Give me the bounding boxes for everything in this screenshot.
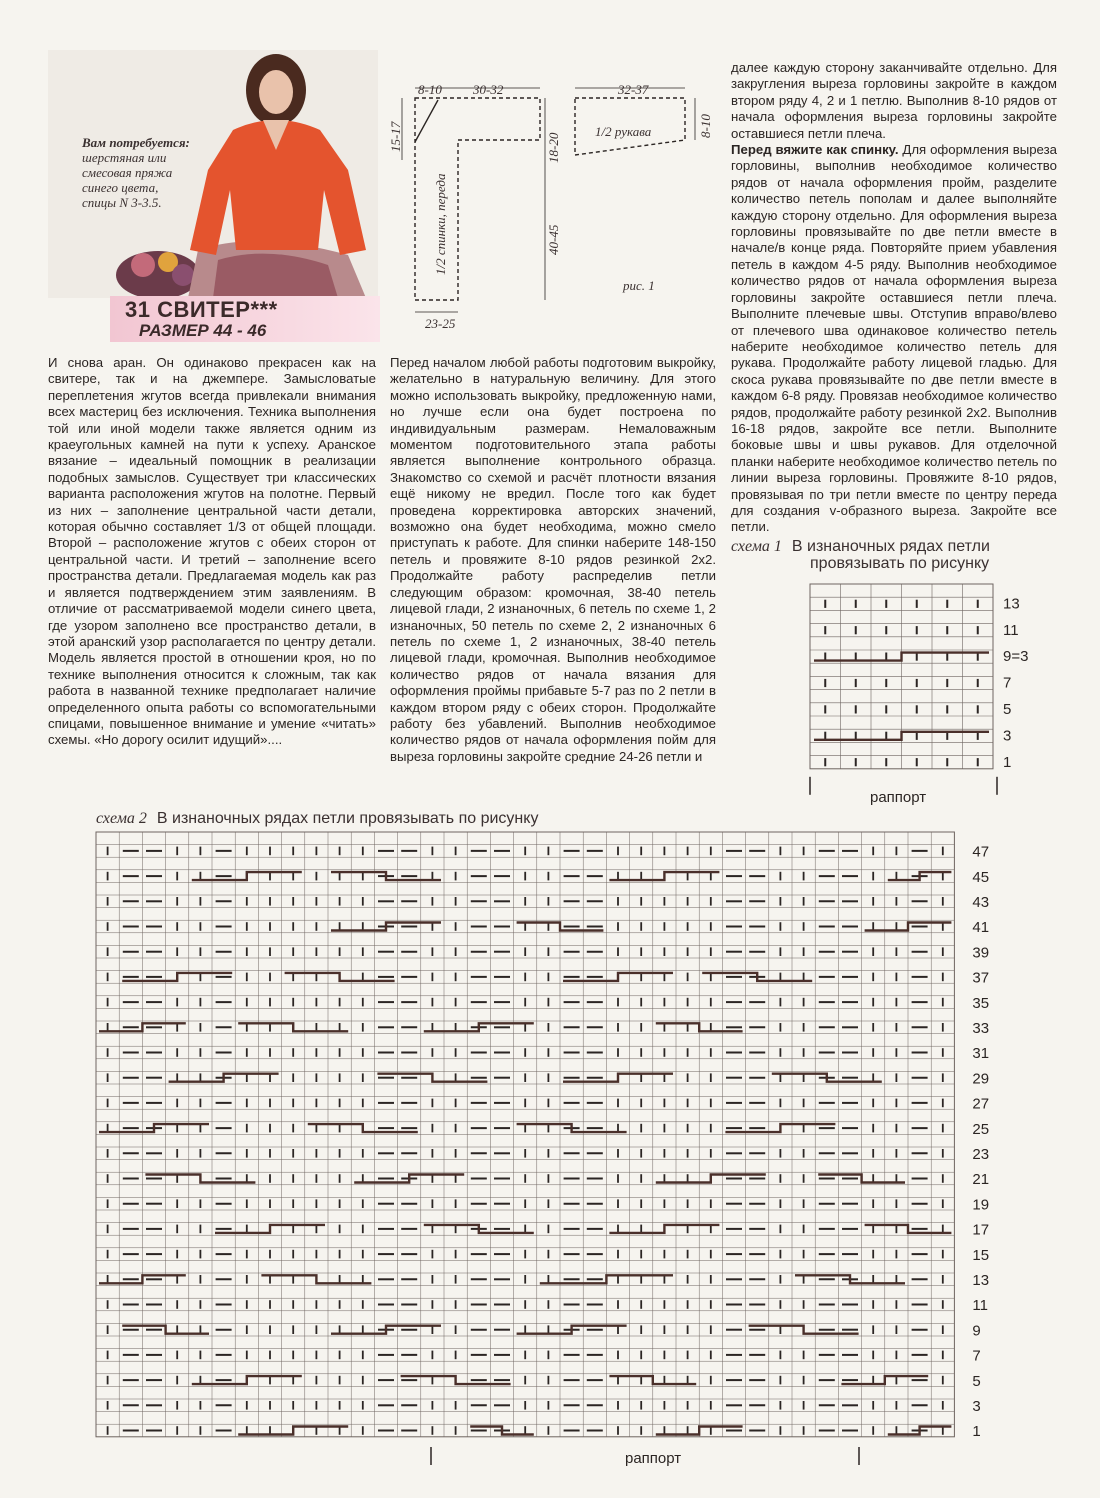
dim-neck-depth: 15-17 bbox=[388, 121, 403, 152]
dim-sleeve-cap: 8-10 bbox=[698, 114, 713, 138]
materials-note bbox=[82, 135, 190, 210]
cable-cross bbox=[702, 973, 812, 981]
scheme2-chart bbox=[90, 828, 1035, 1448]
cable-cross bbox=[192, 1376, 302, 1384]
cable-cross bbox=[331, 923, 441, 931]
body-label: 1/2 спинки, переда bbox=[433, 173, 448, 275]
scheme1-row-number: 1 bbox=[1003, 753, 1012, 771]
scheme2-row-number: 45 bbox=[972, 868, 990, 886]
scheme2-row-number: 11 bbox=[972, 1297, 988, 1315]
front-heading: Перед вяжите как спинку. bbox=[731, 142, 899, 158]
neck-line bbox=[415, 100, 438, 142]
scheme1-row-number: 7 bbox=[1003, 674, 1012, 692]
scheme2-row-number: 5 bbox=[972, 1372, 981, 1390]
cable-cross bbox=[609, 1225, 719, 1233]
cable-cross bbox=[261, 1275, 371, 1283]
cable-cross bbox=[888, 872, 952, 880]
cable-cross bbox=[609, 1376, 696, 1384]
dim-half-width: 23-25 bbox=[425, 316, 456, 331]
scheme1-caption-line: В изнаночных рядах петли bbox=[791, 538, 990, 555]
cable-cross bbox=[772, 1074, 882, 1082]
scheme2-row-number: 31 bbox=[972, 1045, 990, 1063]
scheme2-row-number: 39 bbox=[972, 944, 990, 962]
cable-cross bbox=[238, 1427, 348, 1435]
back-finish-text: далее каждую сторону заканчивайте отдельно. Для закругления выреза горловины закройте в каждом втором ряду 4, 2 и 1 петлю. Выполнив 8-10 рядов от начала оформления выреза горловины закройте оставшиеся петли плеча. bbox=[731, 60, 1057, 141]
cable-cross bbox=[331, 1326, 441, 1334]
cable-cross bbox=[609, 872, 719, 880]
scheme2-row-number: 3 bbox=[972, 1397, 981, 1415]
scheme2-row-number: 37 bbox=[972, 969, 990, 987]
scheme1-chart bbox=[800, 580, 1040, 810]
scheme1-row-number: 11 bbox=[1003, 621, 1019, 639]
scheme1-row-number: 9=3 bbox=[1003, 648, 1029, 666]
scheme2-row-number: 27 bbox=[972, 1095, 990, 1113]
scheme2-row-number: 15 bbox=[972, 1246, 990, 1264]
dim-neck: 8-10 bbox=[418, 82, 442, 97]
sleeve-label: 1/2 рукава bbox=[595, 124, 652, 139]
scheme2-row-number: 21 bbox=[972, 1171, 990, 1189]
scheme1-caption-2: провязывать по рисунку bbox=[810, 555, 990, 572]
scheme2-rapport: раппорт bbox=[625, 1450, 682, 1467]
dim-length: 40-45 bbox=[546, 224, 561, 255]
scheme2-row-number: 33 bbox=[972, 1019, 990, 1037]
scheme2-rapport-marks bbox=[425, 1445, 865, 1469]
scheme2-row-number: 43 bbox=[972, 893, 990, 911]
scheme2-row-number: 1 bbox=[972, 1423, 981, 1441]
cable-cross bbox=[517, 1326, 627, 1334]
cable-cross bbox=[865, 923, 952, 931]
scheme1-row-number: 3 bbox=[1003, 727, 1012, 745]
scheme2-caption bbox=[96, 810, 538, 828]
cable-cross bbox=[238, 1023, 348, 1031]
scheme2-row-number: 25 bbox=[972, 1120, 990, 1138]
scheme1-rapport: раппорт bbox=[870, 789, 927, 806]
cable-cross bbox=[169, 1074, 279, 1082]
materials-line: смесовая пряжа bbox=[82, 165, 173, 180]
scheme2-row-number: 41 bbox=[972, 919, 990, 937]
scheme1-label: схема 1 bbox=[731, 538, 782, 555]
cable-cross bbox=[354, 1175, 464, 1183]
scheme2-caption-line: В изнаночных рядах петли провязывать по рисунку bbox=[156, 810, 539, 827]
scheme2-row-number: 9 bbox=[972, 1322, 981, 1340]
scheme1-caption bbox=[731, 538, 990, 556]
cable-cross bbox=[99, 1124, 209, 1132]
scheme2-row-number: 23 bbox=[972, 1145, 990, 1163]
instructions-continued bbox=[731, 60, 1057, 536]
cable-cross bbox=[865, 1225, 952, 1233]
model-title: 31 СВИТЕР*** bbox=[125, 297, 278, 322]
scheme2-row-number: 29 bbox=[972, 1070, 990, 1088]
cable-cross bbox=[888, 1427, 952, 1435]
intro-text: И снова аран. Он одинаково прекрасен как на свитере, так и на джемпере. Замысловатые переплетения жгутов всегда привлекали внимания всех мастериц без исключения. Техника выполнения той или иной модели также является одним из краеугольных камней на пути к успеху. Аранское вязание – идеальный помощник в реализации подобных замыслов. Существует три классических варианта расположения жгутов на полотне. Первый из них – заполнение центральной части детали, которая обычно составляет 1/3 от общей площади. Второй – расположение жгутов с обеих сторон от центральной части. И третий – заполнение всего пространства детали. Предлагаемая модель как раз и является подтверждением этим заявлениям. В отличие от рассматриваемой модели синего цвета, где узором заполнено все пространство детали, в этой аранский узор располагается по центру детали. Модель является простой в отношении кроя, но по технике выполнения относится к сложным, так как работа в названной технике предполагает наличие определенного опыта работы со вспомогательными спицами, повышенное внимание и умение «читать» схемы. «Но дорогу осилит идущий».... bbox=[48, 355, 376, 748]
scheme2-row-number: 7 bbox=[972, 1347, 981, 1365]
scheme2-row-number: 13 bbox=[972, 1271, 990, 1289]
scheme2-label: схема 2 bbox=[96, 810, 147, 827]
materials-heading: Вам потребуется: bbox=[82, 135, 190, 150]
model-size: РАЗМЕР 44 - 46 bbox=[139, 321, 267, 340]
cable-cross bbox=[192, 872, 302, 880]
dim-sleeve-width: 32-37 bbox=[618, 82, 649, 97]
scheme2-row-number: 17 bbox=[972, 1221, 990, 1239]
cable-cross bbox=[99, 1023, 186, 1031]
cable-cross bbox=[517, 1124, 627, 1132]
cable-cross bbox=[331, 872, 441, 880]
dim-shoulder: 30-32 bbox=[473, 82, 504, 97]
figure-label: рис. 1 bbox=[623, 278, 655, 293]
dim-armhole: 18-20 bbox=[546, 132, 561, 163]
materials-line: шерстяная или bbox=[82, 150, 167, 165]
scheme2-row-number: 19 bbox=[972, 1196, 990, 1214]
front-text: Для оформления выреза горловины, выполнив необходимое количество рядов от начала оформления пройм, разделите количество петель пополам и далее выполняйте каждую сторону отдельно. Для оформления выреза горловины провязывайте по две петли вместе в начале/в конце ряда. Повторяйте прием убавления петель в каждом 4-5 ряду. Выполнив необходимое количество рядов от начала оформления выреза горловины закройте оставшиеся петли плеча. Выполните плечевые швы. Отступив вправо/влево от плечевого шва одинаковое количество петель наберите необходимое количество петель для рукава. Продолжайте работу лицевой гладью. Для скоса рукава провязывайте по две петли вместе в каждом 6-8 ряду. Провязав необходимое количество рядов, продолжайте работу резинкой 2х2. Выполнив 16-18 рядов, закройте все петли. Выполните боковые швы и швы рукавов. Для отделочной планки наберите необходимое количество петель по линии выреза горловины. Провяжите 8-10 рядов, провязывая по три петли вместе по центру переда для создания v-образного выреза. Закройте все петли. bbox=[731, 142, 1057, 535]
materials-line: синего цвета, bbox=[82, 180, 159, 195]
cable-cross bbox=[424, 1023, 534, 1031]
scheme2-row-number: 35 bbox=[972, 994, 990, 1012]
pattern-diagram bbox=[380, 60, 713, 340]
cable-cross bbox=[99, 1275, 186, 1283]
scheme1-row-number: 5 bbox=[1003, 701, 1012, 719]
scheme1-row-number: 13 bbox=[1003, 595, 1020, 613]
materials-line: спицы N 3-3.5. bbox=[82, 195, 162, 210]
cable-cross bbox=[795, 1275, 905, 1283]
cable-cross bbox=[424, 1225, 534, 1233]
instructions-text: Перед началом любой работы подготовим выкройку, желательно в натуральную величину. Для этого можно использовать выкройку, предложенную нами, но лучше если она будет построена по индивидуальным размерам. Немаловажным моментом подготовительного этапа работы является выполнение контрольного образца. Знакомство со схемой и расчёт плотности вязания ещё никому не вредил. После того как будет проведена корректировка авторских значений, возможно она будет необходима, можно смело приступать к работе. Для спинки наберите 148-150 петель и провяжите 8-10 рядов резинкой 2х2. Продолжайте работу распределив петли следующим образом: кромочная, 38-40 петель лицевой глади, 2 изнаночных, 6 петель по схеме 1, 2 изнаночных, 50 петель по схеме 2, 2 изнаночных 6 петель по схеме 1, 2 изнаночных, 38-40 петель лицевой глади, кромочная. Выполнив необходимое количество рядов от начала вязания для оформления проймы прибавьте 5-7 раз по 2 петли в каждом втором ряду с обеих сторон. Продолжайте работу без убавлений. Выполнив необходимое количество рядов от начала оформления пойм для выреза горловины закройте средние 24-26 петли и bbox=[390, 355, 716, 764]
scheme2-row-number: 47 bbox=[972, 843, 990, 861]
